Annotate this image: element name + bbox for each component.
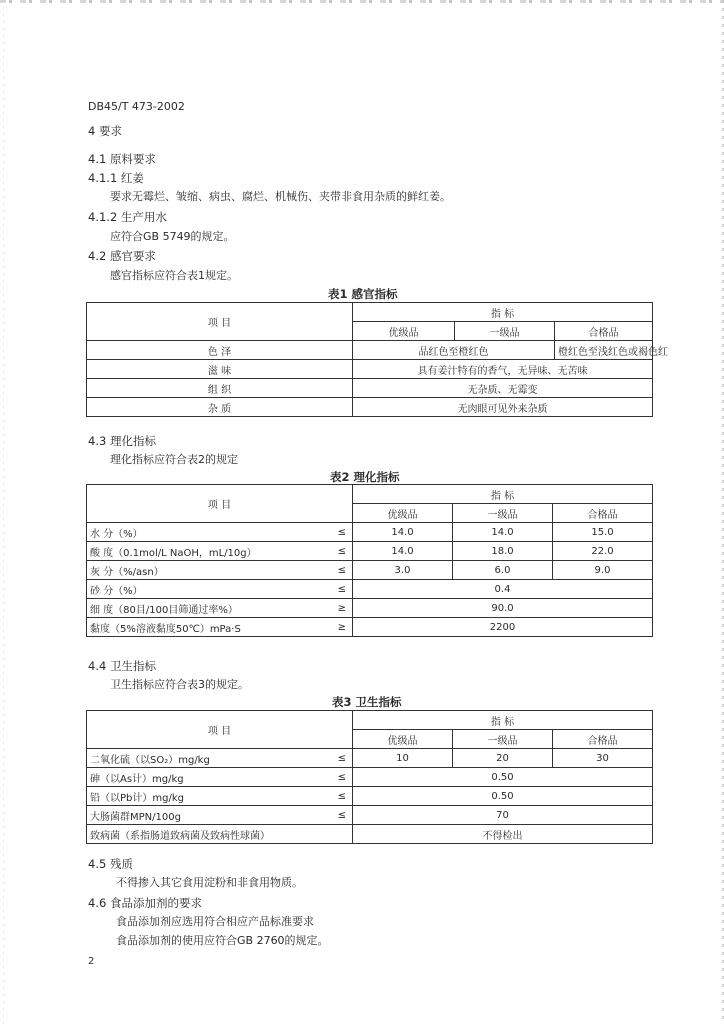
table2-cell: 14.0 bbox=[453, 523, 553, 542]
table3-grade-first: 一级品 bbox=[453, 730, 553, 749]
table2-cell: 14.0 bbox=[353, 542, 453, 561]
table2-cell: 3.0 bbox=[353, 561, 453, 580]
section-4-5-title: 4.5 残质 bbox=[88, 857, 133, 871]
table1-row-name: 色 泽 bbox=[87, 341, 353, 360]
table2-cell: 2200 bbox=[353, 618, 653, 637]
table1-grade-first: 一级品 bbox=[455, 322, 555, 341]
table3-row-symbol: ≤ bbox=[327, 806, 353, 825]
table-row bbox=[87, 768, 653, 787]
section-4-6-body-1: 食品添加剂应选用符合相应产品标准要求 bbox=[116, 915, 314, 928]
table3-row-symbol: ≤ bbox=[327, 768, 353, 787]
table-row bbox=[87, 749, 653, 768]
table3-cell: 30 bbox=[553, 749, 653, 768]
section-4-1-title: 4.1 原料要求 bbox=[88, 152, 156, 166]
table3 bbox=[86, 710, 653, 844]
table3-grade-qualified: 合格品 bbox=[553, 730, 653, 749]
table-row bbox=[87, 787, 653, 806]
section-4-1-2-body: 应符合GB 5749的规定。 bbox=[110, 230, 235, 243]
table2-row-symbol: ≥ bbox=[327, 618, 353, 637]
table-row bbox=[87, 561, 653, 580]
section-4-5-body: 不得掺入其它食用淀粉和非食用物质。 bbox=[116, 876, 303, 889]
section-4-title: 4 要求 bbox=[88, 124, 122, 138]
section-4-1-1-body: 要求无霉烂、皱缩、病虫、腐烂、机械伤、夹带非食用杂质的鲜红姜。 bbox=[110, 190, 451, 203]
table1-cell: 具有姜汁特有的香气，无异味、无苦味 bbox=[353, 360, 653, 379]
section-4-2-title: 4.2 感官要求 bbox=[88, 249, 156, 263]
table2-cell: 15.0 bbox=[553, 523, 653, 542]
table3-row-symbol: ≤ bbox=[327, 749, 353, 768]
table2-caption: 表2 理化指标 bbox=[330, 470, 400, 484]
section-4-4-title: 4.4 卫生指标 bbox=[88, 659, 156, 673]
table2-cell: 9.0 bbox=[553, 561, 653, 580]
table2-grade-first: 一级品 bbox=[453, 504, 553, 523]
page-number: 2 bbox=[88, 956, 95, 967]
table2-row-symbol: ≤ bbox=[327, 580, 353, 599]
table2-row-name: 水 分（%） bbox=[87, 523, 327, 542]
table1-caption: 表1 感官指标 bbox=[328, 287, 398, 301]
section-4-4-body: 卫生指标应符合表3的规定。 bbox=[110, 678, 249, 691]
table3-cell: 0.50 bbox=[353, 787, 653, 806]
table2-item-header: 项 目 bbox=[87, 485, 353, 523]
table1-cell: 无杂质、无霉变 bbox=[353, 379, 653, 398]
table3-cell: 0.50 bbox=[353, 768, 653, 787]
table3-row-name: 铅（以Pb计）mg/kg bbox=[87, 787, 327, 806]
table3-row-symbol bbox=[327, 825, 353, 844]
table2 bbox=[86, 484, 653, 637]
table1-index-header: 指 标 bbox=[353, 303, 653, 322]
table-row bbox=[87, 398, 653, 417]
section-4-3-body: 理化指标应符合表2的规定 bbox=[110, 453, 238, 466]
table-row bbox=[87, 379, 653, 398]
section-4-2-body: 感官指标应符合表1规定。 bbox=[110, 269, 238, 282]
table-row bbox=[87, 360, 653, 379]
table-row bbox=[87, 806, 653, 825]
table2-row-symbol: ≥ bbox=[327, 599, 353, 618]
table-row bbox=[87, 341, 653, 360]
table2-grade-qualified: 合格品 bbox=[553, 504, 653, 523]
section-4-6-body-2: 食品添加剂的使用应符合GB 2760的规定。 bbox=[116, 934, 329, 947]
section-4-6-title: 4.6 食品添加剂的要求 bbox=[88, 896, 202, 910]
section-4-3-title: 4.3 理化指标 bbox=[88, 434, 156, 448]
table2-cell: 6.0 bbox=[453, 561, 553, 580]
table2-cell: 90.0 bbox=[353, 599, 653, 618]
table3-caption: 表3 卫生指标 bbox=[332, 695, 402, 709]
table-row bbox=[87, 599, 653, 618]
table-row bbox=[87, 580, 653, 599]
section-4-1-1-title: 4.1.1 红姜 bbox=[88, 171, 144, 185]
table1-cell: 橙红色至浅红色或褐色红 bbox=[555, 341, 653, 360]
doc-code: DB45/T 473-2002 bbox=[88, 100, 185, 113]
table3-index-header: 指 标 bbox=[353, 711, 653, 730]
table2-cell: 18.0 bbox=[453, 542, 553, 561]
table3-item-header: 项 目 bbox=[87, 711, 353, 749]
table2-cell: 0.4 bbox=[353, 580, 653, 599]
table2-grade-premium: 优级品 bbox=[353, 504, 453, 523]
table1-grade-premium: 优级品 bbox=[353, 322, 455, 341]
table2-row-symbol: ≤ bbox=[327, 561, 353, 580]
table3-cell: 不得检出 bbox=[353, 825, 653, 844]
table1-grade-qualified: 合格品 bbox=[555, 322, 653, 341]
table-row bbox=[87, 825, 653, 844]
table2-row-symbol: ≤ bbox=[327, 542, 353, 561]
table3-row-name: 致病菌（系指肠道致病菌及致病性球菌） bbox=[87, 825, 327, 844]
table3-grade-premium: 优级品 bbox=[353, 730, 453, 749]
table1-cell: 品红色至橙红色 bbox=[353, 341, 555, 360]
table-row bbox=[87, 523, 653, 542]
table3-row-name: 二氧化硫（以SO₂）mg/kg bbox=[87, 749, 327, 768]
table1-row-name: 滋 味 bbox=[87, 360, 353, 379]
table3-cell: 10 bbox=[353, 749, 453, 768]
table-row bbox=[87, 542, 653, 561]
table3-cell: 70 bbox=[353, 806, 653, 825]
table3-cell: 20 bbox=[453, 749, 553, 768]
table3-row-symbol: ≤ bbox=[327, 787, 353, 806]
table2-row-name: 砂 分（%） bbox=[87, 580, 327, 599]
table2-row-name: 灰 分（%/asn） bbox=[87, 561, 327, 580]
table2-row-name: 酸 度（0.1mol/L NaOH，mL/10g） bbox=[87, 542, 327, 561]
scan-edge-top bbox=[0, 0, 724, 3]
table3-row-name: 砷（以As计）mg/kg bbox=[87, 768, 327, 787]
table2-index-header: 指 标 bbox=[353, 485, 653, 504]
table2-cell: 14.0 bbox=[353, 523, 453, 542]
table1-row-name: 组 织 bbox=[87, 379, 353, 398]
table2-row-name: 细 度（80目/100目筛通过率%） bbox=[87, 599, 327, 618]
table1-cell: 无肉眼可见外来杂质 bbox=[353, 398, 653, 417]
section-4-1-2-title: 4.1.2 生产用水 bbox=[88, 210, 167, 224]
table-row bbox=[87, 618, 653, 637]
table1-row-name: 杂 质 bbox=[87, 398, 353, 417]
table1-item-header: 项 目 bbox=[87, 303, 353, 341]
table3-row-name: 大肠菌群MPN/100g bbox=[87, 806, 327, 825]
table2-cell: 22.0 bbox=[553, 542, 653, 561]
scan-edge-left bbox=[3, 0, 4, 1024]
table2-row-symbol: ≤ bbox=[327, 523, 353, 542]
table1 bbox=[86, 302, 668, 417]
table2-row-name: 黏度（5%溶液黏度50℃）mPa·S bbox=[87, 618, 327, 637]
